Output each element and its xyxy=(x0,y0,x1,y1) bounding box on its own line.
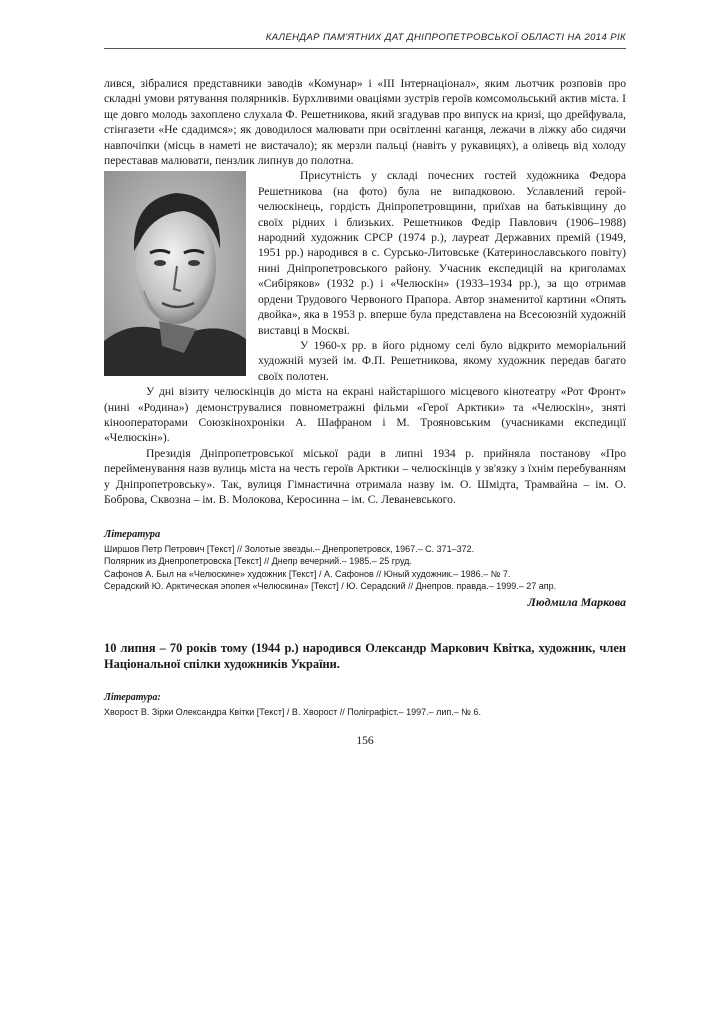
paragraph-5: Президія Дніпропетровської міської ради в липні 1934 р. прийняла постанову «Про перейменування назв вулиць міста на честь героїв Арктики – челюскінців у зв'язку з їхнім перебуванням у Дніпропетровську». Так, вулиця Гімнастична отримала назву ім. О. Шмідта, Трамвайна – ім. О. Боброва, Сквозна – ім. В. Молокова, Керосинна – ім. С. Леваневського. xyxy=(104,446,626,506)
running-header: КАЛЕНДАР ПАМ'ЯТНИХ ДАТ ДНІПРОПЕТРОВСЬКОЇ ОБЛАСТІ НА 2014 РІК xyxy=(265,32,626,43)
page-content xyxy=(104,76,626,750)
literature-2-item: Хворост В. Зірки Олександра Квітки [Текст] / В. Хворост // Поліграфіст.– 1997.– лип.– № 6. xyxy=(104,706,481,717)
paragraph-3: У 1960-х рр. в його рідному селі було відкрито меморіальний художній музей ім. Ф.П. Решетникова, якому художник передав багато своїх полотен. xyxy=(258,338,626,383)
literature-item: Сафонов А. Был на «Челюскине» художник [Текст] / А. Сафонов // Юный художник.– 1986.– № 7. xyxy=(104,568,511,579)
event-entry: 10 липня – 70 років тому (1944 р.) народився Олександр Маркович Квітка, художник, член Національної спілки художників України. xyxy=(104,641,626,672)
paragraph-1: лився, зібралися представники заводів «Комунар» і «ІІІ Інтернаціонал», яким льотчик розповів про складні умови рятування полярників. Бурхливими оваціями зустрів героїв комсомольський актив міста. І ще довго молодь захоплено слухала Ф. Решетникова, який згадував про випуск на кризі, що дрейфувала, стінгазети «Не сдадимся»; як доводилося малювати при освітленні каганця, лежачи в ліжку або сидячи навпочіпки (місць в наметі не вистачало); як мерзли пальці (навіть у рукавицях), а олівець від холоду переставав малювати, пензлик липнув до полотна. xyxy=(104,77,626,168)
literature-2-heading: Література: xyxy=(104,692,161,704)
article-author: Людмила Маркова xyxy=(527,594,626,609)
page-number: 156 xyxy=(356,735,374,748)
paragraph-2: Присутність у складі почесних гостей художника Федора Решетникова (на фото) була не випадковою. Уславлений герой-челюскінець, гордість Дніпропетровщини, приїхав на батьківщину до своїх рідних і близьких. Решетников Федір Павлович (1906–1988) народний художник СРСР (1974 р.), лауреат Державних премій (1949, 1951 рр.) народився в с. Сурсько-Литовське (Катеринославського повіту) нині Дніпропетровського району. Учасник експедицій на криголамах «Сибіряков» (1932 р.) і «Челюскін» (1933–1934 рр.), за що отримав ордени Трудового Червоного Прапора. Автор знаменитої картини «Опять двойка», яка в 1953 р. вперше була представлена на Всесоюзній художній виставці в Москві. xyxy=(258,169,626,337)
literature-item: Полярник из Днепропетровска [Текст] // Днепр вечерний.– 1985.– 25 груд. xyxy=(104,556,412,567)
literature-item: Серадский Ю. Арктическая эпопея «Челюскина» [Текст] / Ю. Серадский // Днепров. правда.– 1999.– 27 апр. xyxy=(104,581,557,592)
literature-heading: Література xyxy=(104,529,161,541)
paragraph-4: У дні візиту челюскінців до міста на екрані найстарішого місцевого кінотеатру «Рот Фронт» (нині «Родина») демонструвалися повнометражні фільми «Герої Арктики» та «Челюскін», зняті кінооператорами Союзкінохроніки А. Шафраном і М. Трояновським (учасниками експедиції «Челюскін»). xyxy=(104,385,626,445)
header-rule xyxy=(104,48,626,49)
portrait-photo xyxy=(104,171,246,376)
literature-item: Ширшов Петр Петрович [Текст] // Золотые звезды.– Днепропетровск, 1967.– С. 371–372. xyxy=(104,543,475,554)
